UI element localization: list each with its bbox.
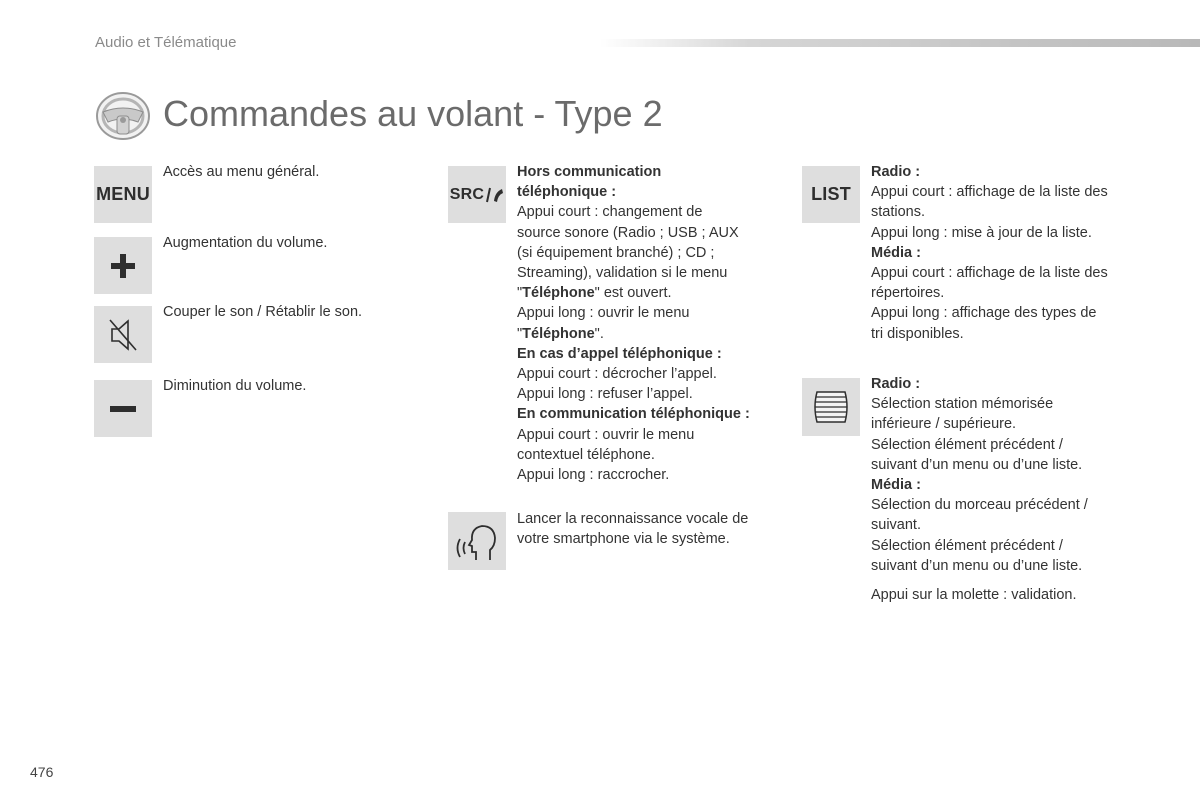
voice-recognition-icon [448, 512, 506, 570]
voice-line-2: votre smartphone via le système. [517, 531, 730, 548]
phone-icon [486, 186, 504, 204]
list-line-1: Appui court : affichage de la liste des [871, 184, 1108, 201]
plus-icon [94, 237, 152, 294]
menu-text: Accès au menu général. [163, 164, 320, 180]
src-heading-2: En cas d’appel téléphonique : [517, 345, 722, 362]
src-line-4: Streaming), validation si le menu [517, 265, 728, 282]
list-heading-1: Radio : [871, 164, 921, 180]
wheel-line-9: Appui sur la molette : validation. [871, 587, 1077, 604]
wheel-description [871, 374, 1088, 605]
wheel-line-6: suivant. [871, 517, 921, 534]
list-label: LIST [811, 184, 851, 204]
src-label: SRC [449, 185, 485, 203]
src-line-11: contextuel téléphone. [517, 446, 655, 463]
minus-description [163, 376, 306, 396]
wheel-line-7: Sélection élément précédent / [871, 537, 1063, 554]
minus-icon [94, 380, 152, 437]
src-description [517, 162, 750, 485]
list-description [871, 162, 1108, 344]
plus-description [163, 233, 327, 253]
list-line-6: Appui long : affichage des types de [871, 305, 1097, 322]
page-title: Commandes au volant - Type 2 [163, 93, 663, 134]
wheel-line-2: inférieure / supérieure. [871, 416, 1017, 433]
menu-button-icon [94, 166, 152, 223]
src-line-5-rest: " est ouvert. [594, 285, 672, 302]
src-line-5-bold: Téléphone [522, 285, 595, 302]
src-heading-1b: téléphonique : [517, 184, 617, 201]
list-line-5: répertoires. [871, 285, 945, 302]
menu-label: MENU [96, 184, 150, 204]
voice-description [517, 509, 748, 549]
wheel-heading-2: Média : [871, 477, 921, 494]
src-heading-1a: Hors communication [517, 164, 662, 180]
wheel-line-3: Sélection élément précédent / [871, 436, 1063, 453]
section-header: Audio et Télématique [95, 34, 237, 51]
src-line-7-quote: " [517, 325, 523, 342]
wheel-line-4: suivant d’un menu ou d’une liste. [871, 456, 1083, 473]
mute-speaker-icon [94, 306, 152, 363]
src-line-5-quote: " [517, 285, 523, 302]
plus-text: Augmentation du volume. [163, 235, 328, 251]
voice-line-1: Lancer la reconnaissance vocale de [517, 511, 749, 527]
src-line-1: Appui court : changement de [517, 204, 703, 221]
thumbwheel-icon [802, 378, 860, 436]
wheel-line-8: suivant d’un menu ou d’une liste. [871, 557, 1083, 574]
src-line-5 [517, 283, 750, 303]
list-line-2: stations. [871, 204, 925, 221]
src-line-10: Appui court : ouvrir le menu [517, 426, 695, 443]
src-line-12: Appui long : raccrocher. [517, 467, 670, 484]
mute-text: Couper le son / Rétablir le son. [163, 304, 363, 320]
src-line-7-rest: ". [594, 325, 604, 342]
src-heading-3: En communication téléphonique : [517, 406, 750, 423]
wheel-heading-1: Radio : [871, 376, 921, 392]
list-line-3: Appui long : mise à jour de la liste. [871, 224, 1092, 241]
list-button-icon [802, 166, 860, 223]
page-number: 476 [30, 764, 54, 780]
src-line-2: source sonore (Radio ; USB ; AUX [517, 224, 739, 241]
list-line-4: Appui court : affichage de la liste des [871, 265, 1108, 282]
list-line-7: tri disponibles. [871, 325, 964, 342]
menu-description [163, 162, 319, 182]
mute-description [163, 302, 362, 322]
steering-wheel-icon [94, 90, 152, 142]
src-line-3: (si équipement branché) ; CD ; [517, 244, 715, 261]
list-heading-2: Média : [871, 244, 921, 261]
header-gradient-bar [600, 39, 1200, 47]
src-line-8: Appui court : décrocher l’appel. [517, 366, 717, 383]
minus-text: Diminution du volume. [163, 378, 307, 394]
wheel-line-5: Sélection du morceau précédent / [871, 497, 1088, 514]
src-line-6: Appui long : ouvrir le menu [517, 305, 690, 322]
src-phone-button-icon [448, 166, 506, 223]
wheel-line-1: Sélection station mémorisée [871, 396, 1054, 413]
src-line-9: Appui long : refuser l’appel. [517, 386, 693, 403]
src-line-7-bold: Téléphone [522, 325, 595, 342]
src-line-7 [517, 324, 750, 344]
